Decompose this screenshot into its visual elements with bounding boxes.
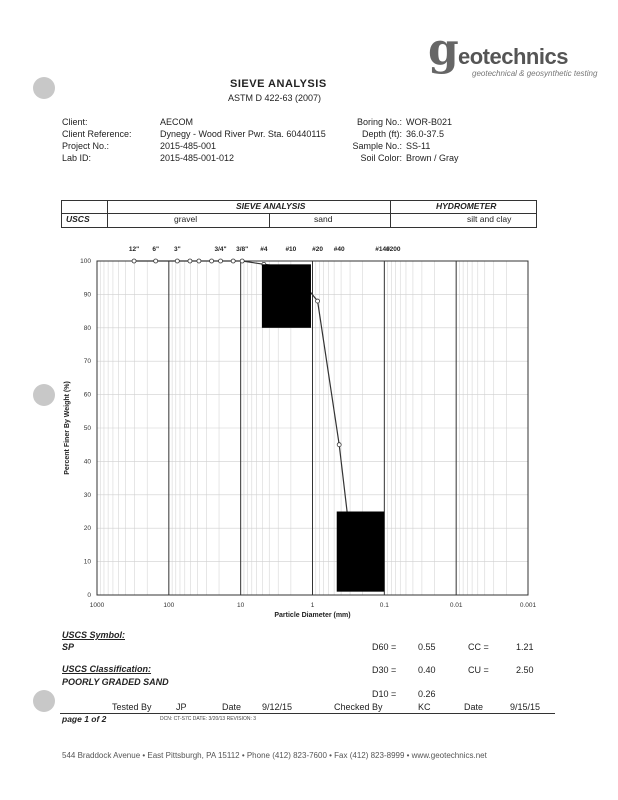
- y-tick-label: 40: [83, 458, 91, 466]
- x-tick-label: 100: [163, 602, 175, 609]
- y-tick-label: 20: [83, 525, 91, 533]
- logo-wordmark: eotechnics: [458, 44, 568, 69]
- cc-value: 1.21: [516, 642, 534, 652]
- sieve-size-label: #10: [285, 246, 297, 253]
- y-axis-label: Percent Finer By Weight (%): [64, 381, 71, 475]
- date-label-2: Date: [464, 702, 484, 712]
- checked-by-label: Checked By: [334, 702, 383, 712]
- sieve-size-label: #40: [333, 246, 345, 253]
- d60-value: 0.55: [418, 642, 436, 652]
- sieve-size-label: 6": [152, 246, 160, 253]
- client-ref-value: Dynegy - Wood River Pwr. Sta. 60440115: [160, 129, 326, 139]
- color-value: Brown / Gray: [406, 153, 459, 163]
- document-subtitle: ASTM D 422-63 (2007): [228, 93, 322, 103]
- data-point: [197, 259, 201, 263]
- data-point: [337, 443, 341, 447]
- sample-label: Sample No.:: [352, 141, 402, 151]
- client-ref-label: Client Reference:: [62, 129, 132, 139]
- date-label-1: Date: [222, 702, 242, 712]
- redaction-block-bottom: [337, 512, 385, 592]
- header-hydrometer: HYDROMETER: [436, 201, 497, 211]
- x-tick-label: 0.1: [379, 602, 389, 609]
- project-label: Project No.:: [62, 141, 110, 151]
- tested-by-value: JP: [176, 702, 187, 712]
- uscs-class-value: POORLY GRADED SAND: [62, 677, 169, 687]
- d30-value: 0.40: [418, 665, 436, 675]
- sieve-size-label: 12": [128, 246, 140, 253]
- document-title: SIEVE ANALYSIS: [230, 78, 327, 90]
- classification-header: [61, 200, 537, 228]
- logo-g: g: [428, 24, 459, 75]
- date-value-2: 9/15/15: [510, 702, 541, 712]
- lab-label: Lab ID:: [62, 153, 92, 163]
- logo-tagline: geotechnical & geosynthetic testing: [472, 69, 598, 78]
- sieve-size-label: #200: [386, 246, 401, 253]
- punch-hole-top: [33, 77, 55, 99]
- d30-label: D30 =: [372, 665, 397, 675]
- info-right-labels: [346, 116, 402, 164]
- y-tick-label: 30: [83, 491, 91, 499]
- checked-by-value: KC: [418, 702, 431, 712]
- d10-label: D10 =: [372, 689, 397, 699]
- uscs-symbol-value: SP: [62, 642, 75, 652]
- sieve-size-label: #4: [260, 246, 268, 253]
- x-tick-label: 0.01: [449, 602, 463, 609]
- client-value: AECOM: [160, 117, 194, 127]
- data-point: [132, 259, 136, 263]
- sieve-size-label: #140: [375, 246, 390, 253]
- page-number: page 1 of 2: [62, 714, 107, 724]
- header-sand: sand: [314, 214, 333, 224]
- header-uscs: USCS: [66, 214, 90, 224]
- cu-label: CU =: [468, 665, 489, 675]
- document-code: DCN: CT-S7C DATE: 3/20/13 REVISION: 3: [160, 716, 257, 722]
- data-point: [154, 259, 158, 263]
- client-label: Client:: [62, 117, 88, 127]
- data-point: [240, 259, 244, 263]
- data-point: [316, 299, 320, 303]
- data-point: [188, 259, 192, 263]
- info-left-values: [160, 116, 326, 164]
- y-tick-label: 80: [83, 324, 91, 332]
- sieve-size-label: 3/4": [214, 246, 227, 253]
- project-value: 2015-485-001: [160, 141, 217, 151]
- x-axis-label: Particle Diameter (mm): [274, 612, 351, 619]
- signoff-rule: [60, 713, 555, 714]
- x-tick-label: 10: [237, 602, 245, 609]
- sieve-size-label: 3/8": [236, 246, 249, 253]
- header-gravel: gravel: [174, 214, 198, 224]
- uscs-class-label: USCS Classification:: [62, 664, 152, 674]
- sieve-size-label: 3": [173, 246, 181, 253]
- sieve-size-label: #20: [312, 246, 323, 253]
- cc-label: CC =: [468, 642, 489, 652]
- data-point: [231, 259, 235, 263]
- data-point: [175, 259, 179, 263]
- depth-value: 36.0-37.5: [406, 129, 445, 139]
- cu-value: 2.50: [516, 665, 534, 675]
- d60-label: D60 =: [372, 642, 397, 652]
- date-value-1: 9/12/15: [262, 702, 293, 712]
- boring-value: WOR-B021: [406, 117, 453, 127]
- d10-value: 0.26: [418, 689, 436, 699]
- info-right-values: [406, 116, 459, 164]
- lab-value: 2015-485-001-012: [160, 153, 235, 163]
- header-sieve-analysis: SIEVE ANALYSIS: [236, 201, 306, 211]
- data-point: [210, 259, 214, 263]
- y-tick-label: 60: [83, 391, 91, 399]
- uscs-symbol-label: USCS Symbol:: [62, 630, 126, 640]
- info-left-labels: [62, 116, 132, 164]
- sample-value: SS-11: [406, 141, 431, 151]
- boring-label: Boring No.:: [356, 117, 402, 127]
- data-point: [219, 259, 223, 263]
- x-tick-label: 1000: [89, 602, 105, 609]
- header-silt-clay: silt and clay: [467, 214, 512, 224]
- depth-label: Depth (ft):: [361, 129, 402, 139]
- color-label: Soil Color:: [360, 153, 402, 163]
- page-footer: 544 Braddock Avenue • East Pittsburgh, PA 15112 • Phone (412) 823-7600 • Fax (412) 823-8999 • www.geotechnics.net: [62, 751, 487, 760]
- gradation-chart: [55, 238, 545, 620]
- punch-hole-middle: [33, 384, 55, 406]
- x-tick-label: 0.001: [519, 602, 537, 609]
- tested-by-label: Tested By: [112, 702, 152, 712]
- y-tick-label: 70: [83, 358, 91, 366]
- punch-hole-bottom: [33, 690, 55, 712]
- y-tick-label: 50: [83, 425, 91, 432]
- y-tick-label: 90: [83, 291, 91, 299]
- company-logo: [428, 24, 598, 82]
- gradation-curve: [134, 261, 356, 585]
- y-tick-label: 10: [83, 558, 91, 566]
- y-tick-label: 0: [87, 592, 91, 599]
- y-tick-label: 100: [80, 258, 91, 265]
- redaction-block-top: [262, 264, 311, 327]
- x-tick-label: 1: [310, 602, 315, 609]
